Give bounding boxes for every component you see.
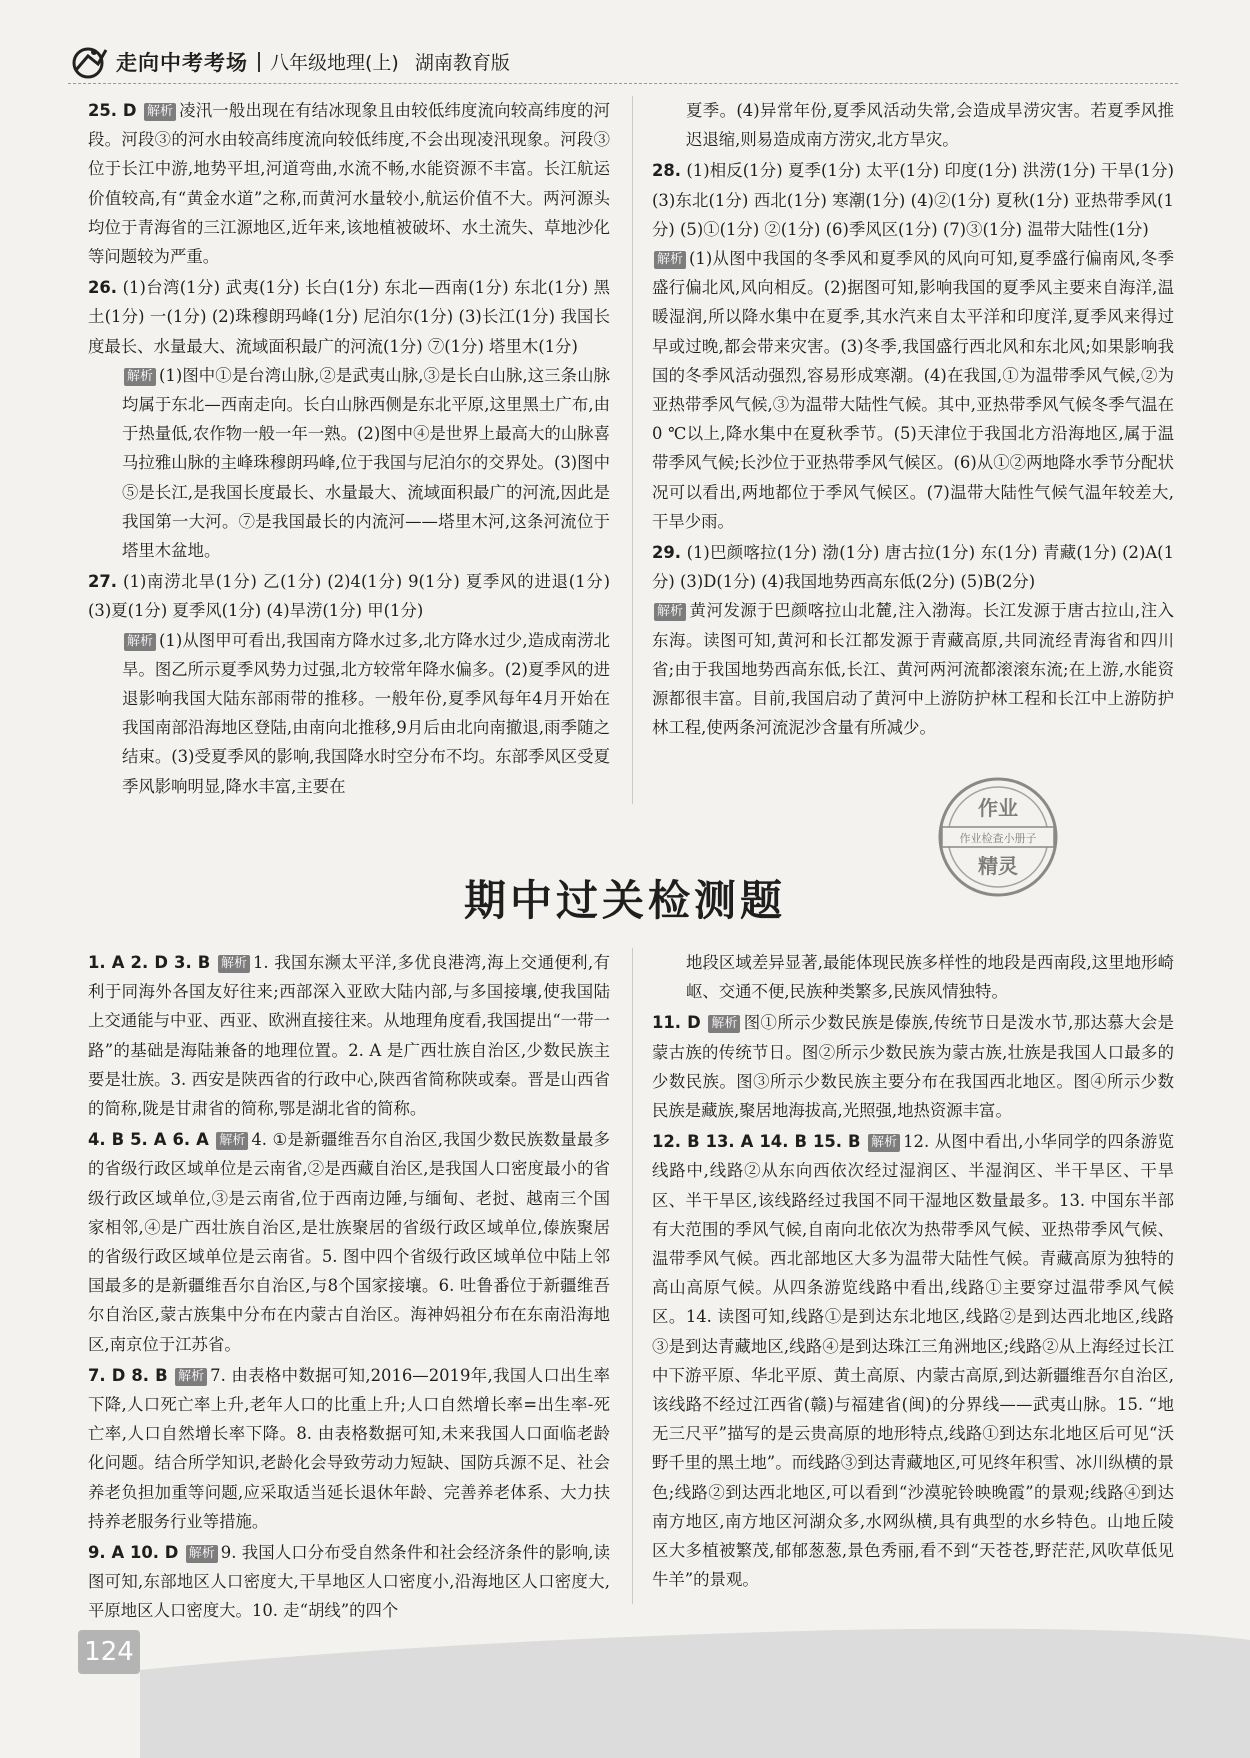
q12-15-numbers: 12. B 13. A 14. B 15. B [652,1132,861,1152]
q29-answer: (1)巴颜喀拉(1分) 渤(1分) 唐古拉(1分) 东(1分) 青藏(1分) (2)A(1分) (3)D(1分) (4)我国地势西高东低(2分) (5)B(2分) [652,543,1174,592]
q26-analysis: (1)图中①是台湾山脉,②是武夷山脉,③是长白山脉,这三条山脉均属于东北—西南走向。长白山脉西侧是东北平原,这里黑土广布,由于热量低,农作物一般一年一熟。(2)图中④是世界上最高大的山脉喜马拉雅山脉的主峰珠穆朗玛峰,位于我国与尼泊尔的交界处。(3)图中⑤是长江,是我国长度最长、水量最大、流域面积最广的河流,因此是我国第一大河。⑦是我国最长的内流河——塔里木河,这条河流位于塔里木盆地。 [122,365,610,561]
analysis-tag: 解析 [216,1132,248,1150]
q25-number: 25. D [88,101,137,120]
q11-block [652,1008,1174,1125]
q28-number: 28. [652,161,682,181]
analysis-tag: 解析 [144,103,176,121]
q1-3-block [88,948,610,1123]
q28-block [652,156,1174,244]
q1-3-numbers: 1. A 2. D 3. B [88,953,211,972]
q10-continuation: 地段区域差异显著,最能体现民族多样性的地段是西南段,这里地形崎岖、交通不便,民族种类繁多,民族风情独特。 [686,953,1174,1002]
q25-analysis: 凌汛一般出现在有结冰现象且由较低纬度流向较高纬度的河段。河段③的河水由较高纬度流向较低纬度,不会出现凌汛现象。河段③位于长江中游,地势平坦,河道弯曲,水流不畅,水能资源不丰富。长江航运价值较高,有“黄金水道”之称,而黄河水量较小,航运价值不大。两河源头均位于青海省的三江源地区,近年来,该地植被破坏、水土流失、草地沙化等问题较为严重。 [88,101,610,267]
q27-answer: (1)南涝北旱(1分) 乙(1分) (2)4(1分) 9(1分) 夏季风的进退(1分) (3)夏(1分) 夏季风(1分) (4)旱涝(1分) 甲(1分) [88,572,610,621]
runner-logo-icon [68,44,110,80]
q27-analysis: (1)从图甲可看出,我国南方降水过多,北方降水过少,造成南涝北旱。图乙所示夏季风势力过强,北方较常年降水偏多。(2)夏季风的进退影响我国大陆东部雨带的推移。一般年份,夏季风每年4月开始在我国南部沿海地区登陆,由南向北推移,9月后由北向南撤退,雨季随之结束。(3)受夏季风的影响,我国降水时空分布不均。东部季风区受夏季风影响明显,降水丰富,主要在 [122,630,610,796]
q25-block [88,96,610,271]
q7-8-block [88,1361,610,1536]
q29-block [652,538,1174,596]
q7-8-analysis: 7. 由表格中数据可知,2016—2019年,我国人口出生率下降,人口死亡率上升,老年人口的比重上升;人口自然增长率=出生率-死亡率,人口自然增长率下降。8. 由表格数据可知,未来我国人口面临老龄化问题。结合所学知识,老龄化会导致劳动力短缺、国防兵源不足、社会养老负担加重等问题,应采取适当延长退休年龄、完善养老体系、大力扶持养老服务行业等措施。 [88,1365,610,1531]
q27-continuation: 夏季。(4)异常年份,夏季风活动失常,会造成旱涝灾害。若夏季风推迟退缩,则易造成南方涝灾,北方旱灾。 [686,101,1174,150]
q26-block [88,273,610,361]
analysis-tag: 解析 [654,251,686,269]
q12-15-analysis: 12. 从图中看出,小华同学的四条游览线路中,线路②从东向西依次经过湿润区、半湿润区、半干旱区、干旱区、半干旱区,该线路经过我国不同干湿地区数量最多。13. 中国东半部有大范围的季风气候,自南向北依次为热带季风气候、亚热带季风气候、温带季风气候。西北部地区大多为温带大陆性气候。青藏高原为独特的高山高原气候。从四条游览线路中看出,线路①主要穿过温带季风气候区。14. 读图可知,线路①是到达东北地区,线路②是到达西北地区,线路③是到达青藏地区,线路④是到达珠江三角洲地区;线路②从上海经过长江中下游平原、华北平原、黄土高原、内蒙古高原,到达新疆维吾尔自治区,该线路不经过江西省(赣)与福建省(闽)的分界线——武夷山脉。15. “地无三尺平”描写的是云贵高原的地形特点,线路①到达东北地区后可见“沃野千里的黑土地”。而线路③到达青藏地区,可见终年积雪、冰川纵横的景色;线路②到达西北地区,可以看到“沙漠驼铃映晚霞”的景观;线路④到达南方地区,南方地区河湖众多,水网纵横,具有典型的水乡特色。山地丘陵区大多植被繁茂,郁郁葱葱,景色秀丽,看不到“天苍苍,野茫茫,风吹草低见牛羊”的景观。 [652,1132,1174,1590]
analysis-tag: 解析 [868,1134,900,1152]
q11-analysis: 图①所示少数民族是傣族,传统节日是泼水节,那达慕大会是蒙古族的传统节日。图②所示少数民族为蒙古族,壮族是我国人口最多的少数民族。图③所示少数民族主要分布在我国西北地区。图④所示少数民族是藏族,聚居地海拔高,光照强,地热资源丰富。 [652,1013,1175,1121]
q27-analysis-block [88,626,610,801]
analysis-tag: 解析 [124,368,156,386]
analysis-tag: 解析 [218,955,250,973]
subject-label: 八年级地理(上) [270,52,399,74]
analysis-tag: 解析 [175,1368,207,1386]
q28-analysis-block [652,244,1174,536]
analysis-tag: 解析 [654,603,686,621]
stamp-bottom-text: 精灵 [978,854,1018,878]
q26-analysis-block [88,361,610,565]
q9-10-analysis: 9. 我国人口分布受自然条件和社会经济条件的影响,读图可知,东部地区人口密度大,干旱地区人口密度小,沿海地区人口密度大,平原地区人口密度大。10. 走“胡线”的四个 [88,1543,610,1621]
q9-10-numbers: 9. A 10. D [88,1543,179,1563]
q4-6-numbers: 4. B 5. A 6. A [88,1130,209,1150]
q28-answer: (1)相反(1分) 夏季(1分) 太平(1分) 印度(1分) 洪涝(1分) 干旱(1分) (3)东北(1分) 西北(1分) 寒潮(1分) (4)②(1分) 夏秋(1分) 亚热带季风(1分) (5)①(1分) ②(1分) (6)季风区(1分) (7)③(1分) 温带大陆性(1分) [652,161,1174,239]
analysis-tag: 解析 [186,1545,218,1563]
analysis-tag: 解析 [708,1015,740,1033]
q4-6-analysis: 4. ①是新疆维吾尔自治区,我国少数民族数量最多的省级行政区域单位是云南省,②是西藏自治区,是我国人口密度最小的省级行政区域单位,③是云南省,位于西南边陲,与缅甸、老挝、越南三个国家相邻,④是广西壮族自治区,是壮族聚居的省级行政区域单位,傣族聚居的省级行政区域单位是云南省。5. 图中四个省级行政区域单位中陆上邻国最多的是新疆维吾尔自治区,与8个国家接壤。6. 吐鲁番位于新疆维吾尔自治区,蒙古族集中分布在内蒙古自治区。海神妈祖分布在东南沿海地区,南京位于江苏省。 [88,1130,610,1354]
upper-column-divider [632,96,633,804]
q29-number: 29. [652,543,682,563]
page-header [68,40,1178,84]
header-divider [258,52,260,72]
publisher-label: 湖南教育版 [414,52,510,74]
brand-name: 走向中考考场 [116,50,248,75]
q28-analysis: (1)从图中我国的冬季风和夏季风的风向可知,夏季盛行偏南风,冬季盛行偏北风,风向相反。(2)据图可知,影响我国的夏季风主要来自海洋,温暖湿润,所以降水集中在夏季,其水汽来自太平洋和印度洋,夏季风来得过早或过晚,都会带来灾害。(3)冬季,我国盛行西北风和东北风;如果影响我国的冬季风活动强烈,容易形成寒潮。(4)在我国,①为温带季风气候,②为亚热带季风气候,③为温带大陆性气候。其中,亚热带季风气候冬季气温在0 ℃以上,降水集中在夏秋季节。(5)天津位于我国北方沿海地区,属于温带季风气候;长沙位于亚热带季风气候区。(6)从①②两地降水季节分配状况可以看出,两地都位于季风气候区。(7)温带大陆性气候气温年较差大,干旱少雨。 [652,249,1174,531]
upper-right-column [652,96,1174,742]
lower-right-column [652,948,1174,1594]
lower-column-divider [632,948,633,1604]
stamp-middle-text: 作业检查小册子 [959,832,1037,845]
q26-answer: (1)台湾(1分) 武夷(1分) 长白(1分) 东北—西南(1分) 东北(1分) 黑土(1分) 一(1分) (2)珠穆朗玛峰(1分) 尼泊尔(1分) (3)长江(1分) 我国长度最长、水量最大、流域面积最广的河流(1分) ⑦(1分) 塔里木(1分) [88,278,610,356]
q7-8-numbers: 7. D 8. B [88,1365,168,1385]
q1-3-analysis: 1. 我国东濒太平洋,多优良港湾,海上交通便利,有利于同海外各国友好往来;西部深入亚欧大陆内部,与多国接壤,使我国陆上交通能与中亚、西亚、欧洲直接往来。从地理角度看,我国提出“一带一路”的基础是海陆兼备的地理位置。2. A 是广西壮族自治区,少数民族主要是壮族。3. 西安是陕西省的行政中心,陕西省简称陕或秦。晋是山西省的简称,陇是甘肃省的简称,鄂是湖北省的简称。 [88,953,610,1119]
q29-analysis: 黄河发源于巴颜喀拉山北麓,注入渤海。长江发源于唐古拉山,注入东海。读图可知,黄河和长江都发源于青藏高原,共同流经青海省和四川省;由于我国地势西高东低,长江、黄河两河流都滚滚东流;在上游,水能资源都很丰富。目前,我国启动了黄河中上游防护林工程和长江中上游防护林工程,使两条河流泥沙含量有所减少。 [652,601,1174,738]
q11-number: 11. D [652,1013,701,1033]
analysis-tag: 解析 [124,633,156,651]
q27-block [88,567,610,625]
q26-number: 26. [88,278,118,298]
section-title: 期中过关检测题 [463,876,786,925]
q4-6-block [88,1125,610,1359]
footer-decoration [140,1600,1250,1758]
q12-15-block [652,1127,1174,1594]
lower-left-column [88,948,610,1626]
q27-number: 27. [88,572,118,592]
stamp-top-text: 作业 [978,796,1018,820]
page-number: 124 [78,1630,140,1674]
q29-analysis-block [652,596,1174,742]
upper-left-column [88,96,610,801]
